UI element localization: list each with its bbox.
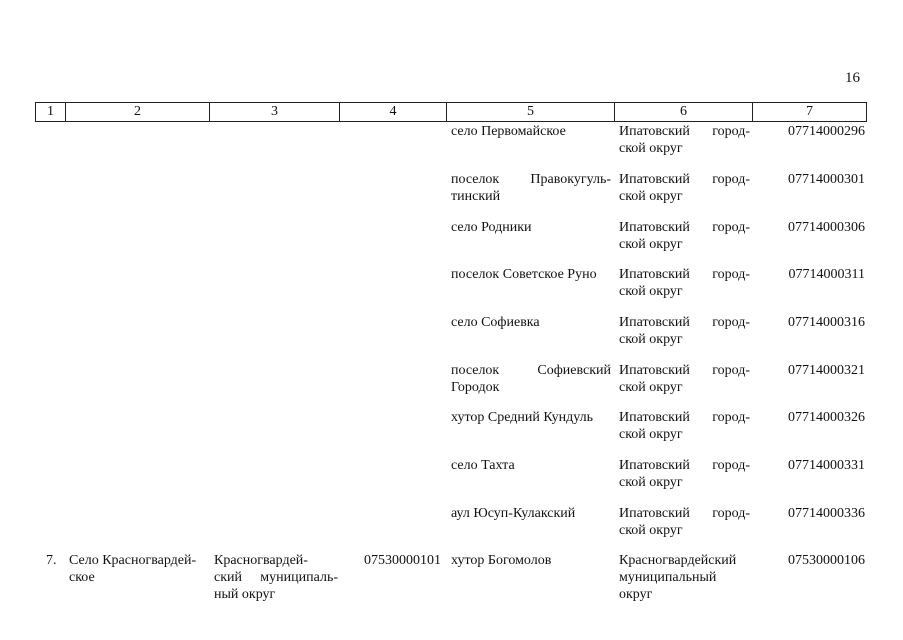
header-col-5: 5 (447, 103, 615, 121)
header-col-1: 1 (36, 103, 66, 121)
settlement-name: хутор Средний Кундуль (451, 410, 594, 425)
district-name: Красногвардейский муниципальный округ (619, 553, 737, 602)
settlement-code: 07714000316 (788, 315, 865, 330)
district-name: Ипатовский город- ской округ (619, 506, 750, 538)
settlement-code: 07714000301 (788, 172, 865, 187)
header-col-7: 7 (806, 104, 813, 119)
header-col-2: 2 (66, 103, 210, 121)
district-name: Ипатовский город- ской округ (619, 363, 750, 395)
settlement-code: 07714000331 (788, 458, 865, 473)
entry-number: 7. (46, 553, 57, 568)
settlement-code: 07714000311 (788, 267, 865, 282)
settlement-name: село Родники (451, 220, 532, 235)
district-name: Ипатовский город- ской округ (619, 315, 750, 347)
settlement-code: 07714000321 (788, 363, 865, 378)
settlement-name: поселок Правокугуль- тинский (451, 172, 611, 204)
district-name: Ипатовский город- ской округ (619, 267, 750, 299)
district-name: Ипатовский город- ской округ (619, 124, 750, 156)
table-header (35, 102, 867, 122)
page-number: 16 (845, 70, 860, 86)
district-name: Ипатовский город- ской округ (619, 458, 750, 490)
district-name: Ипатовский город- ской округ (619, 410, 750, 442)
settlement-code: 07714000306 (788, 220, 865, 235)
district-name: Ипатовский город- ской округ (619, 220, 750, 252)
settlement-name: поселок Софиевский Городок (451, 363, 611, 395)
settlement-name: село Первомайское (451, 124, 566, 139)
center-code: 07530000101 (364, 553, 441, 568)
settlement-name: поселок Советское Руно (451, 267, 597, 282)
district-name: Ипатовский город- ской округ (619, 172, 750, 204)
settlement-name: село Тахта (451, 458, 515, 473)
settlement-name: хутор Богомолов (451, 553, 552, 568)
header-col-4: 4 (340, 103, 447, 121)
municipality-name: Красногвардей- ский муниципаль- ный округ (214, 553, 338, 602)
header-col-6: 6 (615, 103, 753, 121)
settlement-name: аул Юсуп-Кулакский (451, 506, 576, 521)
settlement-name: село Софиевка (451, 315, 540, 330)
settlement-code: 07714000296 (788, 124, 865, 139)
settlement-code: 07530000106 (788, 553, 865, 568)
administrative-center: Село Красногвардей- ское (69, 553, 197, 585)
header-col-3: 3 (210, 103, 340, 121)
settlement-code: 07714000336 (788, 506, 865, 521)
settlement-code: 07714000326 (788, 410, 865, 425)
